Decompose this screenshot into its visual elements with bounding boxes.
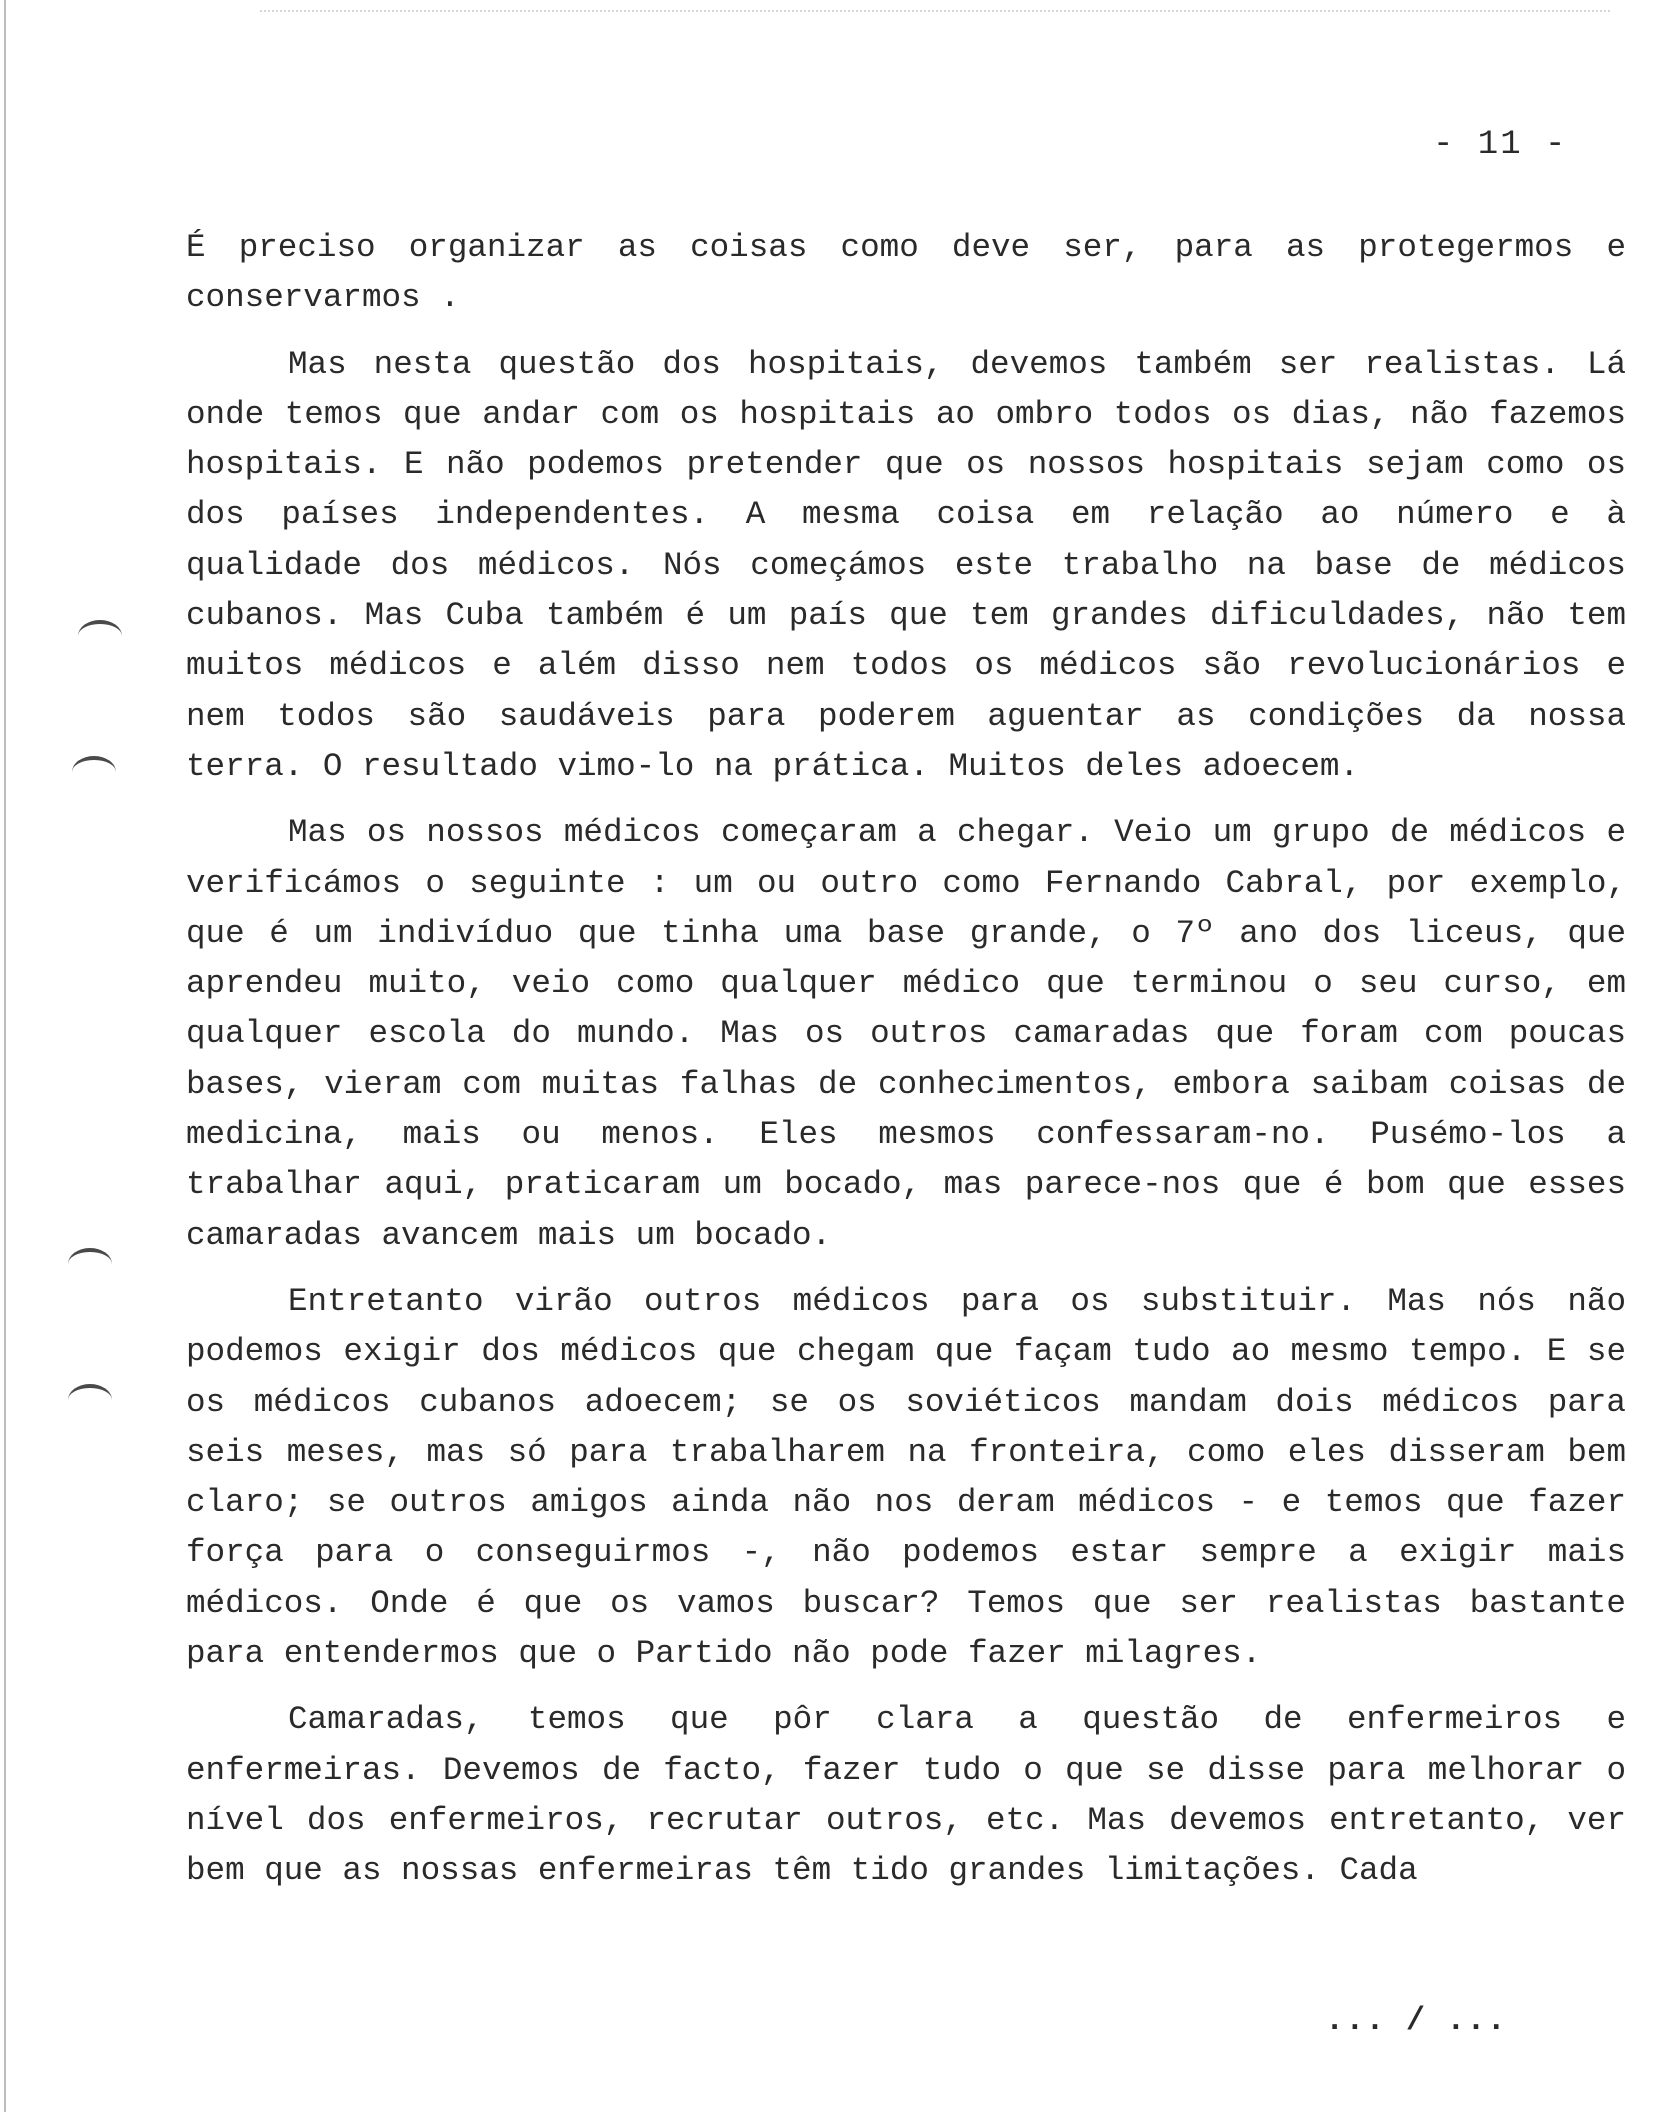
- paragraph: Mas os nossos médicos começaram a chegar. Veio um grupo de médicos e verificámos o seguinte : um ou outro como Fernando Cabral, por exemplo, que é um indivíduo que tinha uma base grande, o 7º ano dos liceus, que aprendeu muito, veio como qualquer médico que terminou o seu curso, em qualquer escola do mundo. Mas os outros camaradas que foram com poucas bases, vieram com muitas falhas de conhecimentos, embora saibam coisas de medicina, mais ou menos. Eles mesmos confessaram-no. Pusémo-los a trabalhar aqui, praticaram um bocado, mas parece-nos que é bom que esses camaradas avancem mais um bocado.: [186, 814, 1626, 1254]
- page-edge-line: [4, 0, 6, 2112]
- paragraph: Mas nesta questão dos hospitais, devemos também ser realistas. Lá onde temos que andar com os hospitais ao ombro todos os dias, não fazemos hospitais. E não podemos pretender que os nossos hospitais sejam como os dos países independentes. A mesma coisa em relação ao número e à qualidade dos médicos. Nós começámos este trabalho na base de médicos cubanos. Mas Cuba também é um país que tem grandes dificuldades, não tem muitos médicos e além disso nem todos os médicos são revolucionários e nem todos são saudáveis para poderem aguentar as condições da nossa terra. O resultado vimo-lo na prática. Muitos deles adoecem.: [186, 345, 1626, 785]
- paragraph: Camaradas, temos que pôr clara a questão de enfermeiros e enfermeiras. Devemos de facto, fazer tudo o que se disse para melhorar o nível dos enfermeiros, recrutar outros, etc. Mas devemos entretanto, ver bem que as nossas enfermeiras têm tido grandes limitações. Cada: [186, 1701, 1626, 1890]
- paragraph: Entretanto virão outros médicos para os substituir. Mas nós não podemos exigir dos médicos que chegam que façam tudo ao mesmo tempo. E se os médicos cubanos adoecem; se os soviéticos mandam dois médicos para seis meses, mas só para trabalharem na fronteira, como eles disseram bem claro; se outros amigos ainda não nos deram médicos - e temos que fazer força para o conseguirmos -, não podemos estar sempre a exigir mais médicos. Onde é que os vamos buscar? Temos que ser realistas bastante para entendermos que o Partido não pode fazer milagres.: [186, 1282, 1626, 1673]
- punch-hole-mark: [68, 1248, 112, 1280]
- punch-hole-mark: [68, 1384, 112, 1416]
- continuation-marker: ... / ...: [1325, 2002, 1507, 2039]
- page-number: - 11 -: [1433, 126, 1568, 164]
- document-body: [186, 223, 1626, 1897]
- paragraph: É preciso organizar as coisas como deve ser, para as protegermos e conservarmos .: [186, 229, 1626, 317]
- scan-artifact-line: [260, 10, 1610, 14]
- punch-hole-mark: [72, 756, 116, 788]
- punch-hole-mark: [78, 620, 122, 652]
